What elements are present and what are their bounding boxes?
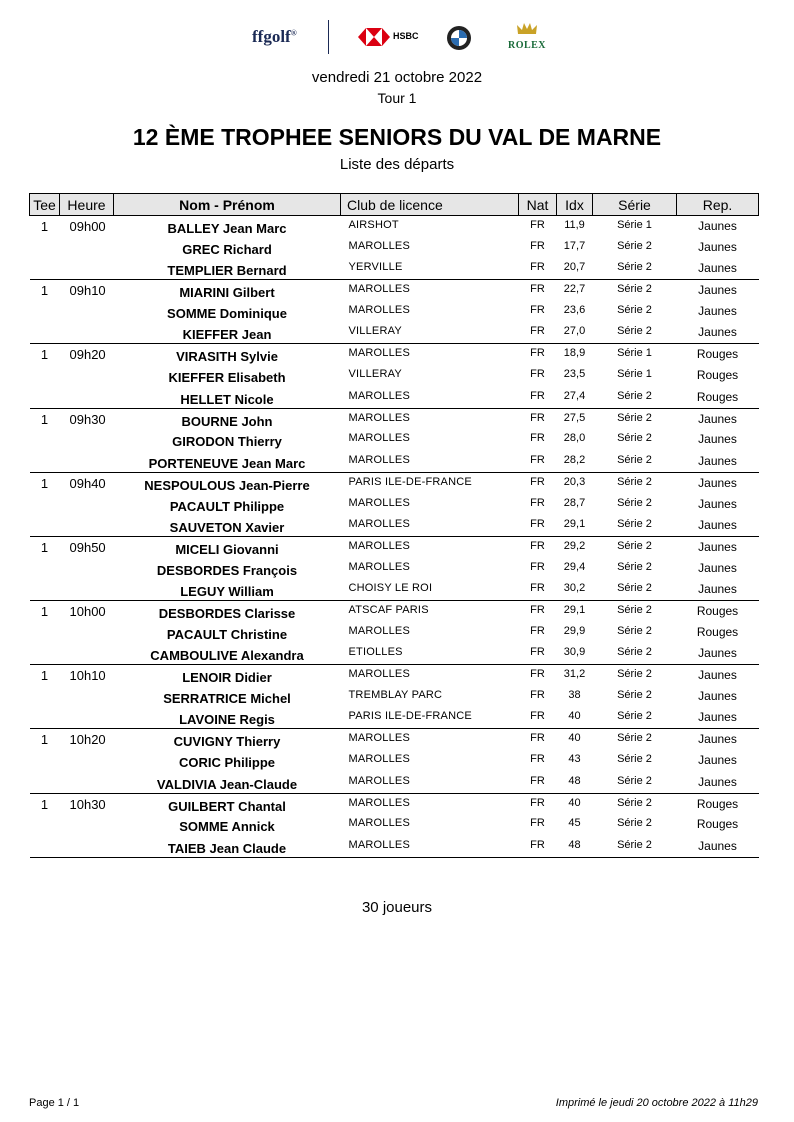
table-row	[30, 686, 759, 707]
page-subtitle: Liste des départs	[339, 156, 455, 173]
cell-nat: FR	[530, 796, 545, 809]
cell-heure	[60, 429, 114, 450]
cell-heure	[60, 558, 114, 579]
cell-idx: 11,9	[564, 219, 585, 231]
cell-heure	[60, 686, 114, 707]
cell-heure	[60, 579, 114, 600]
cell-nat: FR	[530, 304, 545, 317]
cell-club: AIRSHOT	[348, 219, 399, 231]
cell-tee	[30, 750, 60, 771]
cell-nom: TEMPLIER Bernard	[114, 258, 341, 279]
cell-rep: Jaunes	[698, 219, 737, 233]
cell-tee	[30, 237, 60, 258]
cell-club: ATSCAF PARIS	[348, 604, 429, 617]
table-row	[30, 772, 759, 793]
cell-nom: MIARINI Gilbert	[179, 285, 275, 301]
cell-nom: TAIEB Jean Claude	[114, 836, 341, 857]
cell-nom: KIEFFER Elisabeth	[168, 370, 286, 386]
printed-date: Imprimé le jeudi 20 octobre 2022 à 11h29	[555, 1097, 758, 1109]
cell-nom: LEGUY William	[114, 579, 341, 600]
cell-nat: FR	[530, 753, 545, 766]
cell-idx: 40	[568, 732, 581, 745]
cell-tee	[30, 558, 60, 579]
col-header-idx: Idx	[557, 194, 593, 216]
table-row	[30, 707, 759, 728]
cell-tee	[30, 301, 60, 322]
cell-heure	[60, 643, 114, 664]
cell-rep: Rouges	[696, 347, 739, 362]
cell-nom: GIRODON Thierry	[172, 434, 282, 450]
cell-club: ETIOLLES	[341, 643, 519, 664]
cell-nat: FR	[530, 668, 545, 681]
table-row	[30, 472, 759, 493]
cell-nat: FR	[530, 283, 545, 296]
col-header-tee: Tee	[30, 194, 60, 216]
cell-nom: DESBORDES François	[156, 562, 298, 578]
cell-heure	[60, 814, 114, 835]
col-header-serie: Série	[593, 194, 677, 216]
table-row	[30, 237, 759, 258]
cell-nat: FR	[530, 539, 545, 552]
table-row	[30, 494, 759, 515]
cell-rep: Jaunes	[698, 689, 737, 704]
cell-serie: Série 2	[593, 387, 677, 408]
cell-serie: Série 2	[617, 475, 652, 488]
cell-tee: 1	[40, 539, 49, 555]
cell-tee: 1	[40, 347, 49, 363]
cell-nat: FR	[530, 432, 545, 445]
rolex-logo-text: ROLEX	[507, 40, 547, 51]
cell-idx: 29,1	[563, 604, 586, 617]
cell-heure	[60, 322, 114, 343]
cell-rep: Jaunes	[677, 643, 759, 664]
table-row	[30, 258, 759, 279]
cell-nom: GREC Richard	[182, 241, 272, 257]
cell-heure	[60, 622, 114, 643]
cell-tee: 1	[40, 732, 49, 748]
cell-nat: FR	[519, 707, 557, 728]
cell-idx: 30,9	[557, 643, 593, 664]
cell-heure	[60, 772, 114, 793]
cell-club: VILLERAY	[341, 322, 519, 343]
cell-rep: Jaunes	[698, 496, 737, 511]
cell-rep: Rouges	[696, 624, 739, 639]
cell-idx: 48	[557, 836, 593, 857]
cell-nat: FR	[530, 368, 545, 381]
cell-nom: HELLET Nicole	[114, 387, 341, 408]
cell-idx: 48	[557, 772, 593, 793]
table-row	[30, 515, 759, 536]
cell-nom: CAMBOULIVE Alexandra	[114, 643, 341, 664]
table-row	[30, 558, 759, 579]
cell-club: MAROLLES	[348, 560, 411, 573]
cell-nom: PACAULT Philippe	[169, 498, 285, 514]
cell-nom: CORIC Philippe	[178, 755, 276, 771]
cell-tee	[30, 772, 60, 793]
cell-club: PARIS ILE-DE-FRANCE	[348, 475, 472, 488]
cell-nat: FR	[530, 604, 545, 617]
cell-tee	[30, 387, 60, 408]
cell-nom: DESBORDES Clarisse	[158, 606, 296, 622]
cell-nat: FR	[519, 643, 557, 664]
cell-nat: FR	[530, 624, 545, 637]
cell-serie: Série 2	[617, 604, 652, 617]
ffgolf-logo: ffgolf®	[252, 27, 297, 46]
cell-nom: VALDIVIA Jean-Claude	[114, 772, 341, 793]
cell-nat: FR	[530, 496, 545, 509]
cell-rep: Rouges	[696, 604, 739, 619]
cell-heure	[60, 301, 114, 322]
cell-club: MAROLLES	[348, 283, 411, 296]
cell-nom: CUVIGNY Thierry	[173, 734, 281, 750]
bmw-roundel-icon	[446, 25, 472, 51]
cell-heure: 10h30	[69, 796, 106, 812]
cell-heure	[60, 707, 114, 728]
table-header	[30, 194, 759, 216]
cell-serie: Série 2	[593, 772, 677, 793]
cell-rep: Jaunes	[698, 475, 737, 490]
cell-idx: 20,3	[563, 475, 586, 488]
table-row	[30, 836, 759, 857]
cell-tee: 1	[40, 604, 49, 620]
cell-idx: 45	[568, 817, 581, 830]
cell-heure	[60, 237, 114, 258]
cell-tee	[30, 494, 60, 515]
cell-serie: Série 2	[593, 515, 677, 536]
cell-heure	[60, 515, 114, 536]
cell-nat: FR	[530, 560, 545, 573]
cell-idx: 29,9	[563, 624, 586, 637]
cell-rep: Jaunes	[677, 707, 759, 728]
cell-tee: 1	[40, 283, 49, 299]
cell-heure	[60, 451, 114, 472]
cell-idx: 27,0	[557, 322, 593, 343]
cell-serie: Série 2	[617, 432, 652, 445]
cell-idx: 40	[557, 707, 593, 728]
col-header-nom: Nom - Prénom	[114, 194, 341, 216]
table-row	[30, 536, 759, 557]
cell-serie: Série 2	[617, 304, 652, 317]
cell-heure	[60, 836, 114, 857]
cell-idx: 17,7	[563, 239, 586, 252]
table-row	[30, 622, 759, 643]
table-body	[30, 216, 759, 858]
cell-rep: Jaunes	[677, 258, 759, 279]
cell-nom: NESPOULOUS Jean-Pierre	[144, 477, 310, 493]
cell-rep: Jaunes	[698, 539, 737, 554]
cell-serie: Série 2	[593, 451, 677, 472]
cell-tee	[30, 643, 60, 664]
cell-idx: 27,4	[557, 387, 593, 408]
cell-serie: Série 1	[617, 219, 652, 231]
cell-idx: 29,2	[563, 539, 586, 552]
cell-tee	[30, 836, 60, 857]
cell-rep: Jaunes	[698, 560, 737, 575]
rolex-crown-icon	[516, 22, 538, 36]
sponsor-logos	[0, 18, 794, 58]
cell-serie: Série 2	[593, 258, 677, 279]
cell-rep: Jaunes	[677, 836, 759, 857]
ffgolf-logo-text: ffgolf	[252, 27, 291, 46]
table-row	[30, 344, 759, 365]
cell-nom: SERRATRICE Michel	[163, 691, 291, 707]
cell-club: MAROLLES	[348, 668, 411, 681]
cell-club: MAROLLES	[348, 796, 411, 809]
cell-nom: BALLEY Jean Marc	[167, 221, 287, 236]
cell-nom: PORTENEUVE Jean Marc	[114, 451, 341, 472]
cell-tee: 1	[40, 411, 49, 427]
cell-club: MAROLLES	[341, 451, 519, 472]
cell-club: MAROLLES	[348, 411, 411, 424]
cell-serie: Série 2	[617, 560, 652, 573]
cell-idx: 30,2	[557, 579, 593, 600]
cell-rep: Jaunes	[677, 772, 759, 793]
cell-tee	[30, 429, 60, 450]
cell-rep: Jaunes	[698, 283, 737, 298]
cell-nat: FR	[519, 579, 557, 600]
cell-tee	[30, 707, 60, 728]
cell-nom: KIEFFER Jean	[114, 322, 341, 343]
cell-nat: FR	[530, 239, 545, 252]
cell-nom: SAUVETON Xavier	[114, 515, 341, 536]
cell-rep: Jaunes	[698, 304, 737, 319]
cell-serie: Série 2	[593, 643, 677, 664]
cell-serie: Série 2	[617, 411, 652, 424]
cell-idx: 31,2	[563, 668, 586, 681]
cell-heure	[60, 494, 114, 515]
cell-idx: 23,5	[563, 368, 586, 381]
cell-club: MAROLLES	[348, 817, 411, 830]
cell-club: TREMBLAY PARC	[348, 689, 443, 702]
col-header-club: Club de licence	[341, 194, 519, 216]
cell-nat: FR	[519, 258, 557, 279]
cell-club: MAROLLES	[348, 539, 411, 552]
cell-nom: BOURNE John	[181, 413, 273, 429]
cell-heure	[60, 258, 114, 279]
logo-divider	[328, 20, 329, 54]
table-row	[30, 601, 759, 622]
cell-nom: SOMME Dominique	[167, 306, 287, 322]
cell-nat: FR	[530, 732, 545, 745]
cell-idx: 43	[568, 753, 581, 766]
cell-tee	[30, 365, 60, 386]
table-row	[30, 814, 759, 835]
cell-tee: 1	[40, 475, 49, 491]
cell-idx: 22,7	[563, 283, 586, 296]
cell-rep: Jaunes	[698, 668, 737, 683]
table-row	[30, 280, 759, 301]
table-row	[30, 408, 759, 429]
table-row	[30, 451, 759, 472]
cell-rep: Rouges	[696, 796, 739, 811]
cell-serie: Série 2	[617, 732, 652, 745]
cell-nom: LAVOINE Regis	[114, 707, 341, 728]
cell-tee	[30, 451, 60, 472]
cell-heure: 09h10	[69, 283, 106, 299]
cell-rep: Jaunes	[677, 451, 759, 472]
col-header-heure: Heure	[60, 194, 114, 216]
cell-nat: FR	[530, 689, 545, 702]
cell-serie: Série 2	[617, 496, 652, 509]
cell-nom: GUILBERT Chantal	[168, 798, 286, 814]
cell-serie: Série 2	[617, 796, 652, 809]
cell-serie: Série 2	[617, 239, 652, 252]
cell-serie: Série 2	[593, 836, 677, 857]
cell-rep: Jaunes	[677, 579, 759, 600]
cell-rep: Jaunes	[698, 753, 737, 768]
cell-nom: PACAULT Christine	[166, 626, 288, 642]
cell-club: CHOISY LE ROI	[341, 579, 519, 600]
table-row	[30, 365, 759, 386]
cell-serie: Série 2	[617, 668, 652, 681]
cell-tee	[30, 322, 60, 343]
table-row	[30, 750, 759, 771]
cell-serie: Série 2	[617, 624, 652, 637]
cell-idx: 29,1	[557, 515, 593, 536]
cell-rep: Rouges	[696, 817, 739, 832]
cell-nat: FR	[530, 475, 545, 488]
cell-tee	[30, 622, 60, 643]
cell-club: MAROLLES	[348, 496, 411, 509]
cell-club: MAROLLES	[341, 772, 519, 793]
cell-nat: FR	[519, 515, 557, 536]
competition-date: vendredi 21 octobre 2022	[311, 69, 483, 86]
cell-club: YERVILLE	[341, 258, 519, 279]
table-row	[30, 729, 759, 750]
table-row	[30, 643, 759, 664]
cell-serie: Série 2	[617, 539, 652, 552]
cell-rep: Jaunes	[698, 239, 737, 254]
cell-tee	[30, 515, 60, 536]
start-list-table	[29, 193, 759, 858]
cell-rep: Jaunes	[677, 322, 759, 343]
cell-nat: FR	[519, 387, 557, 408]
cell-tee	[30, 258, 60, 279]
page-number: Page 1 / 1	[29, 1097, 80, 1109]
cell-serie: Série 1	[617, 368, 652, 381]
cell-club: PARIS ILE-DE-FRANCE	[341, 707, 519, 728]
cell-club: MAROLLES	[341, 387, 519, 408]
cell-nat: FR	[530, 411, 545, 424]
cell-club: MAROLLES	[348, 432, 411, 445]
table-row	[30, 301, 759, 322]
table-row	[30, 322, 759, 343]
hsbc-hexagon-icon	[358, 28, 390, 46]
cell-serie: Série 2	[617, 817, 652, 830]
round-label: Tour 1	[377, 90, 417, 106]
cell-club: MAROLLES	[348, 624, 411, 637]
cell-serie: Série 2	[593, 707, 677, 728]
cell-nom: LENOIR Didier	[182, 670, 272, 686]
cell-club: MAROLLES	[348, 304, 411, 317]
cell-idx: 18,9	[563, 347, 586, 360]
cell-tee	[30, 814, 60, 835]
cell-club: MAROLLES	[348, 753, 411, 766]
cell-tee	[30, 686, 60, 707]
cell-nat: FR	[519, 836, 557, 857]
cell-tee: 1	[40, 668, 49, 684]
cell-idx: 38	[568, 689, 581, 702]
page-title: 12 ÈME TROPHEE SENIORS DU VAL DE MARNE	[132, 124, 662, 150]
cell-heure: 09h50	[69, 539, 106, 555]
table-row	[30, 387, 759, 408]
cell-rep: Rouges	[677, 387, 759, 408]
cell-club: MAROLLES	[348, 239, 411, 252]
cell-rep: Jaunes	[698, 411, 737, 426]
cell-idx: 28,7	[563, 496, 586, 509]
hsbc-logo-text: HSBC	[393, 31, 419, 41]
cell-club: MAROLLES	[348, 732, 411, 745]
cell-club: MAROLLES	[341, 515, 519, 536]
rolex-logo	[504, 22, 550, 51]
cell-serie: Série 2	[593, 579, 677, 600]
cell-nom: MICELI Giovanni	[175, 541, 279, 557]
cell-heure: 10h00	[69, 604, 106, 620]
cell-idx: 27,5	[563, 411, 586, 424]
col-header-rep: Rep.	[677, 194, 759, 216]
cell-heure	[60, 387, 114, 408]
cell-heure: 09h40	[69, 475, 106, 491]
cell-idx: 29,4	[563, 560, 586, 573]
cell-idx: 23,6	[563, 304, 586, 317]
cell-idx: 20,7	[557, 258, 593, 279]
cell-club: VILLERAY	[348, 368, 402, 381]
cell-club: MAROLLES	[348, 347, 411, 360]
cell-serie: Série 2	[617, 283, 652, 296]
cell-nat: FR	[530, 817, 545, 830]
cell-serie: Série 2	[617, 689, 652, 702]
cell-rep: Rouges	[696, 368, 739, 383]
cell-nom: VIRASITH Sylvie	[176, 349, 278, 365]
cell-idx: 28,2	[557, 451, 593, 472]
cell-nom: SOMME Annick	[179, 819, 275, 835]
table-row	[30, 429, 759, 450]
cell-serie: Série 2	[593, 322, 677, 343]
table-row	[30, 793, 759, 814]
cell-heure	[60, 365, 114, 386]
cell-nat: FR	[530, 219, 545, 231]
table-row	[30, 665, 759, 686]
cell-serie: Série 2	[617, 753, 652, 766]
table-row	[30, 579, 759, 600]
table-row	[30, 216, 759, 237]
cell-tee: 1	[40, 219, 49, 234]
cell-nat: FR	[519, 451, 557, 472]
cell-nat: FR	[530, 347, 545, 360]
cell-tee	[30, 579, 60, 600]
player-count: 30 joueurs	[361, 899, 433, 916]
cell-serie: Série 1	[617, 347, 652, 360]
cell-heure: 10h10	[69, 668, 106, 684]
cell-tee: 1	[40, 796, 49, 812]
cell-rep: Jaunes	[698, 732, 737, 747]
cell-nat: FR	[519, 322, 557, 343]
cell-idx: 28,0	[563, 432, 586, 445]
cell-heure: 09h00	[69, 219, 106, 234]
cell-idx: 40	[568, 796, 581, 809]
cell-rep: Jaunes	[677, 515, 759, 536]
cell-heure	[60, 750, 114, 771]
cell-rep: Jaunes	[698, 432, 737, 447]
cell-heure: 10h20	[69, 732, 106, 748]
col-header-nat: Nat	[519, 194, 557, 216]
cell-nat: FR	[519, 772, 557, 793]
cell-heure: 09h30	[69, 411, 106, 427]
cell-heure: 09h20	[69, 347, 106, 363]
cell-club: MAROLLES	[341, 836, 519, 857]
